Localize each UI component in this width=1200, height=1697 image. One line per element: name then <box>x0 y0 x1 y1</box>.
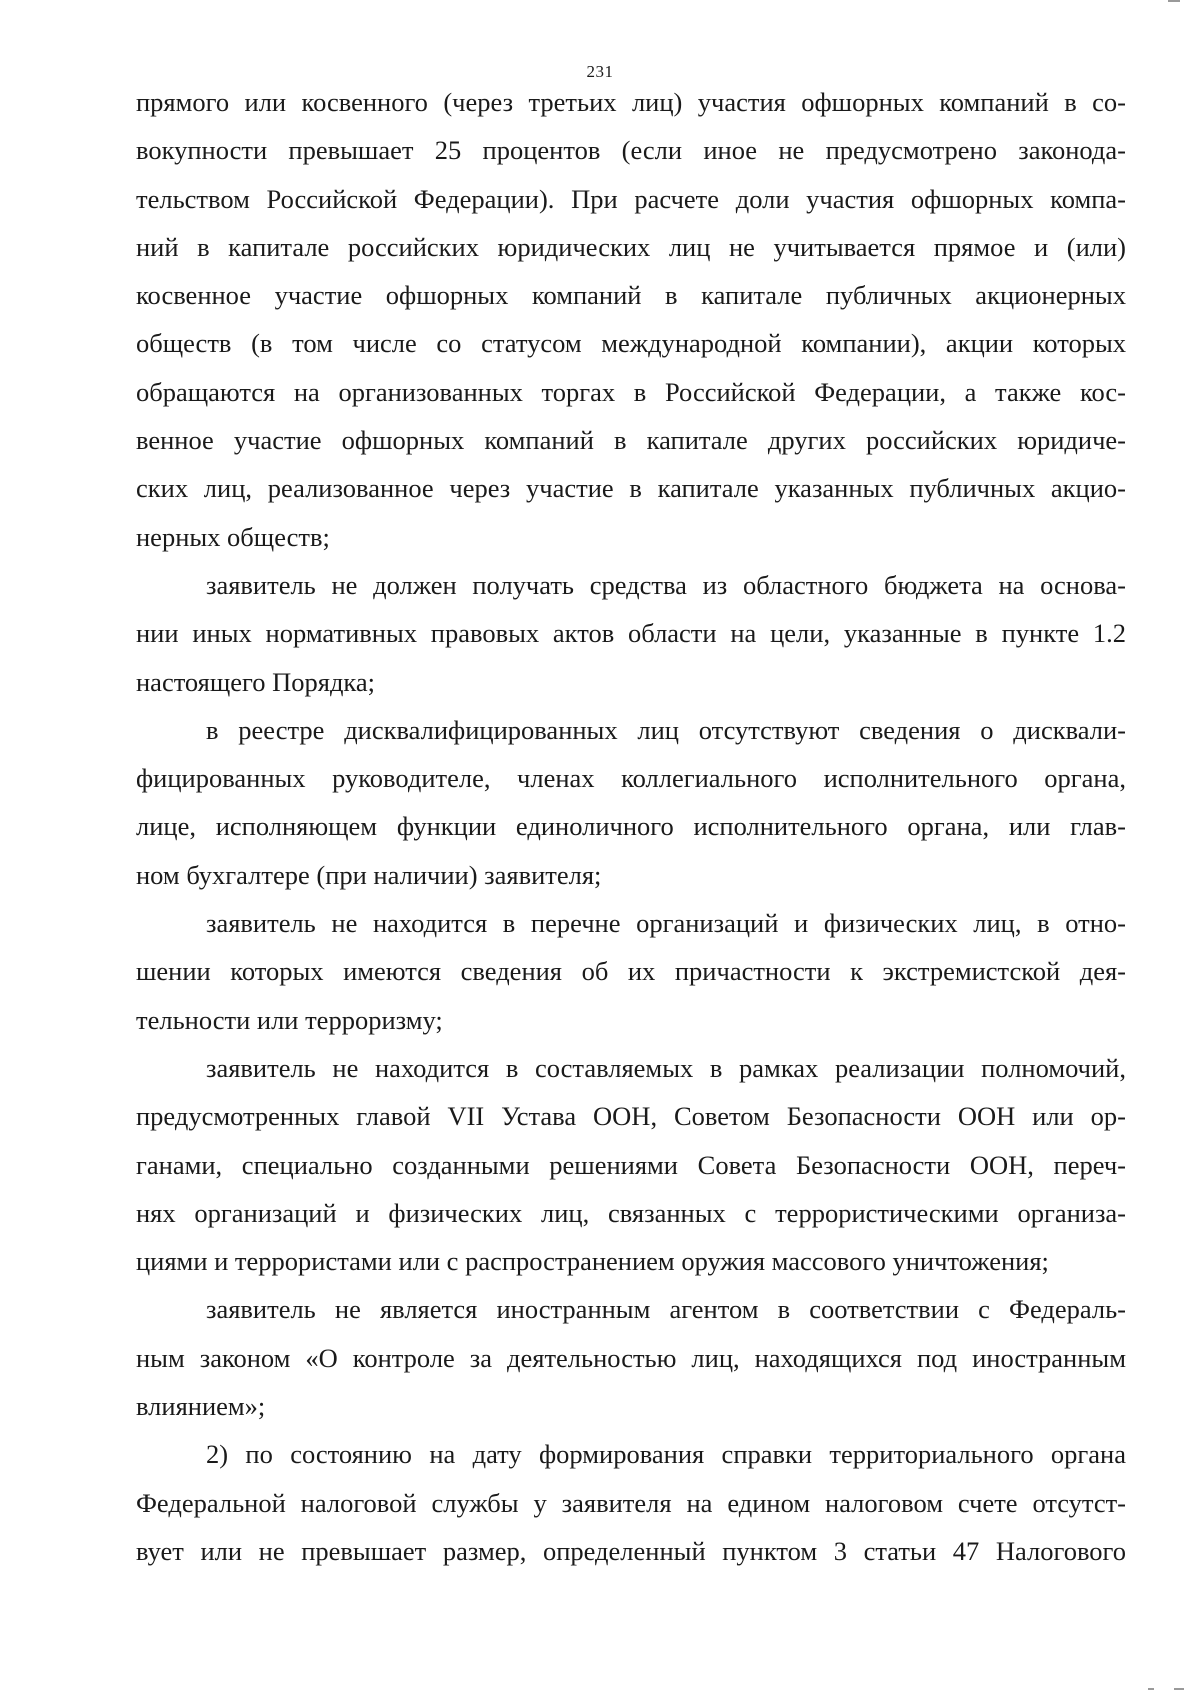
text-line: предусмотренных главой VII Устава ООН, Советом Безопасности ООН или ор- <box>136 1101 1126 1132</box>
text-line: вокупности превышает 25 процентов (если иное не предусмотрено законода- <box>136 135 1126 166</box>
paragraph-extremism-list <box>136 899 1126 1044</box>
paragraph-disqualified-persons <box>136 706 1126 899</box>
scan-artifact <box>1148 1688 1154 1690</box>
paragraph-offshore-participation <box>136 78 1126 561</box>
text-line: заявитель не является иностранным агентом в соответствии с Федераль- <box>206 1294 1126 1325</box>
text-line: ний в капитале российских юридических лиц не учитывается прямое и (или) <box>136 231 1126 262</box>
text-line: фицированных руководителе, членах коллегиального исполнительного органа, <box>136 763 1126 794</box>
page-number: 231 <box>586 62 614 81</box>
text-line: ганами, специально созданными решениями Совета Безопасности ООН, переч- <box>136 1149 1126 1180</box>
paragraph-un-security-council <box>136 1044 1126 1285</box>
text-line: Федеральной налоговой службы у заявителя на едином налоговом счете отсутст- <box>136 1487 1126 1518</box>
text-line: венное участие офшорных компаний в капитале других российских юридиче- <box>136 425 1126 456</box>
text-line: ских лиц, реализованное через участие в капитале указанных публичных акцио- <box>136 473 1126 504</box>
text-line: тельности или терроризму; <box>136 1004 443 1035</box>
text-line: настоящего Порядка; <box>136 666 376 697</box>
text-line: косвенное участие офшорных компаний в капитале публичных акционерных <box>136 280 1126 311</box>
text-line: влиянием»; <box>136 1391 266 1422</box>
text-line: нии иных нормативных правовых актов области на цели, указанные в пункте 1.2 <box>136 618 1126 649</box>
text-line: обращаются на организованных торгах в Российской Федерации, а также кос- <box>136 376 1126 407</box>
paragraph-tax-account <box>136 1430 1126 1575</box>
text-line: ном бухгалтере (при наличии) заявителя; <box>136 859 602 890</box>
text-line: заявитель не должен получать средства из областного бюджета на основа- <box>206 569 1126 600</box>
document-body <box>136 78 1126 1575</box>
text-line: заявитель не находится в составляемых в рамках реализации полномочий, <box>206 1052 1126 1083</box>
scan-artifact <box>1168 0 1180 2</box>
text-line: 2) по состоянию на дату формирования справки территориального органа <box>206 1439 1126 1470</box>
text-line: в реестре дисквалифицированных лиц отсутствуют сведения о дисквали- <box>206 714 1126 745</box>
text-line: обществ (в том числе со статусом международной компании), акции которых <box>136 328 1126 359</box>
text-line: нях организаций и физических лиц, связанных с террористическими организа- <box>136 1197 1126 1228</box>
text-line: прямого или косвенного (через третьих лиц) участия офшорных компаний в со- <box>136 87 1126 117</box>
scan-artifact <box>1174 1688 1184 1690</box>
text-line: тельством Российской Федерации). При расчете доли участия офшорных компа- <box>136 183 1126 214</box>
text-line: нерных обществ; <box>136 521 330 552</box>
text-line: лице, исполняющем функции единоличного исполнительного органа, или глав- <box>136 811 1126 842</box>
text-line: вует или не превышает размер, определенный пунктом 3 статьи 47 Налогового <box>136 1535 1126 1566</box>
text-line: циями и террористами или с распространением оружия массового уничтожения; <box>136 1246 1049 1277</box>
paragraph-budget-funds <box>136 561 1126 706</box>
paragraph-foreign-agent <box>136 1285 1126 1430</box>
text-line: заявитель не находится в перечне организаций и физических лиц, в отно- <box>206 908 1126 939</box>
text-line: ным законом «О контроле за деятельностью лиц, находящихся под иностранным <box>136 1342 1126 1373</box>
text-line: шении которых имеются сведения об их причастности к экстремистской дея- <box>136 956 1126 987</box>
